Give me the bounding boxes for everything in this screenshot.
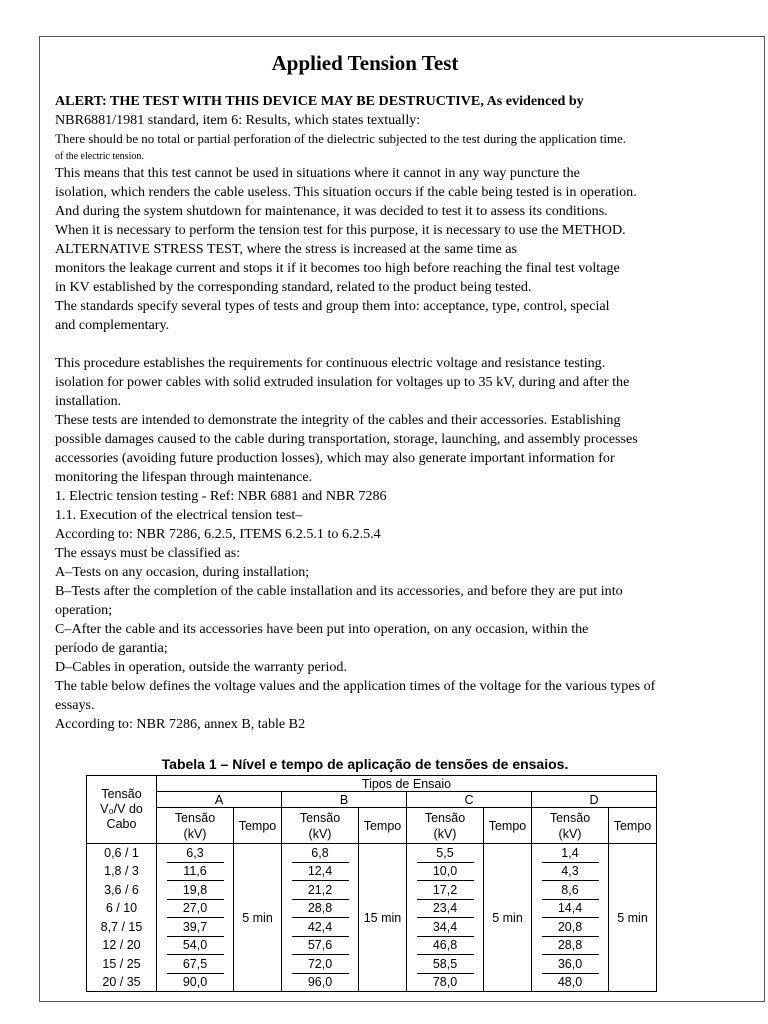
- cell-tension: 6,8: [292, 844, 349, 863]
- body-line: There should be no total or partial perforation of the dielectric subjected to the test during the application time.: [55, 132, 626, 146]
- body-line: and complementary.: [55, 317, 170, 333]
- cell-pad: [282, 899, 292, 918]
- cell-tension: 42,4: [292, 918, 349, 937]
- alert-bold-text: ALERT: THE TEST WITH THIS DEVICE MAY BE DESTRUCTIVE,: [55, 93, 484, 109]
- cell-tension: 28,8: [292, 899, 349, 918]
- col-header-tension: Tensão (kV): [157, 808, 234, 844]
- body-line: The table below defines the voltage values and the application times of the voltage for the various types of: [55, 678, 656, 694]
- cell-pad: [532, 918, 542, 937]
- col-header-group: Tipos de Ensaio: [157, 776, 657, 792]
- col-header-tension: Tensão (kV): [407, 808, 484, 844]
- col-header-type: B: [282, 792, 407, 808]
- cell-tension: 14,4: [542, 899, 599, 918]
- cell-tension: 46,8: [417, 936, 474, 955]
- cell-tension: 23,4: [417, 899, 474, 918]
- cell-pad: [407, 881, 417, 900]
- body-line: A–Tests on any occasion, during installation;: [55, 564, 310, 580]
- cell-pad: [599, 862, 609, 881]
- cell-pad: [407, 918, 417, 937]
- cell-tension: 12,4: [292, 862, 349, 881]
- cell-pad: [224, 936, 234, 955]
- body-line: isolation, which renders the cable useless. This situation occurs if the cable being tested is in operation.: [55, 184, 637, 200]
- cell-time: 15 min: [359, 844, 407, 992]
- body-line: B–Tests after the completion of the cable installation and its accessories, and before they are put into: [55, 583, 623, 599]
- cell-pad: [224, 881, 234, 900]
- cell-pad: [532, 973, 542, 992]
- cell-pad: [157, 918, 167, 937]
- cell-tension: 17,2: [417, 881, 474, 900]
- cell-pad: [599, 899, 609, 918]
- cell-tension: 90,0: [167, 973, 224, 992]
- col-header-cable: Tensão V₀/V do Cabo: [87, 776, 157, 844]
- cell-pad: [474, 936, 484, 955]
- cell-pad: [474, 899, 484, 918]
- cell-tension: 39,7: [167, 918, 224, 937]
- cell-pad: [599, 918, 609, 937]
- table-row: [87, 844, 657, 863]
- cell-tension: 36,0: [542, 955, 599, 974]
- body-line: possible damages caused to the cable during transportation, storage, launching, and assembly processes: [55, 431, 638, 447]
- body-line: When it is necessary to perform the tension test for this purpose, it is necessary to use the METHOD.: [55, 222, 626, 238]
- cell-cable: 20 / 35: [87, 973, 157, 992]
- col-header-time: Tempo: [484, 808, 532, 844]
- cell-tension: 8,6: [542, 881, 599, 900]
- cell-pad: [599, 955, 609, 974]
- cell-pad: [474, 955, 484, 974]
- cell-pad: [224, 844, 234, 863]
- cell-tension: 11,6: [167, 862, 224, 881]
- cell-tension: 20,8: [542, 918, 599, 937]
- cell-pad: [407, 973, 417, 992]
- cell-pad: [349, 936, 359, 955]
- body-line: This means that this test cannot be used in situations where it cannot in any way puncture the: [55, 165, 580, 181]
- cell-time: 5 min: [609, 844, 657, 992]
- body-line: accessories (avoiding future production losses), which may also generate important information for: [55, 450, 615, 466]
- cell-tension: 48,0: [542, 973, 599, 992]
- body-line: This procedure establishes the requirements for continuous electric voltage and resistance testing.: [55, 355, 606, 371]
- cell-pad: [532, 844, 542, 863]
- cell-pad: [599, 881, 609, 900]
- cell-pad: [532, 936, 542, 955]
- cell-pad: [474, 973, 484, 992]
- body-line: installation.: [55, 393, 122, 409]
- cell-time: 5 min: [484, 844, 532, 992]
- cell-cable: 15 / 25: [87, 955, 157, 974]
- cell-pad: [224, 862, 234, 881]
- cell-tension: 57,6: [292, 936, 349, 955]
- body-line: C–After the cable and its accessories have been put into operation, on any occasion, within the: [55, 621, 589, 637]
- cell-pad: [474, 862, 484, 881]
- cell-pad: [349, 899, 359, 918]
- cell-pad: [282, 844, 292, 863]
- alert-line: [55, 92, 755, 111]
- cell-pad: [157, 862, 167, 881]
- body-line: monitors the leakage current and stops it if it becomes too high before reaching the final test voltage: [55, 260, 620, 276]
- cell-tension: 96,0: [292, 973, 349, 992]
- col-header-type: D: [532, 792, 657, 808]
- document-page: [39, 36, 765, 1002]
- cell-tension: 54,0: [167, 936, 224, 955]
- cell-pad: [349, 844, 359, 863]
- col-header-time: Tempo: [234, 808, 282, 844]
- cell-pad: [224, 899, 234, 918]
- cell-pad: [599, 936, 609, 955]
- cell-cable: 0,6 / 1: [87, 844, 157, 863]
- cell-tension: 58,5: [417, 955, 474, 974]
- cell-pad: [474, 844, 484, 863]
- cell-pad: [407, 899, 417, 918]
- body-line: According to: NBR 7286, 6.2.5, ITEMS 6.2.5.1 to 6.2.5.4: [55, 526, 381, 542]
- body-line: 1. Electric tension testing - Ref: NBR 6881 and NBR 7286: [55, 488, 387, 504]
- cell-pad: [157, 844, 167, 863]
- cell-pad: [157, 899, 167, 918]
- cell-pad: [224, 918, 234, 937]
- cell-tension: 67,5: [167, 955, 224, 974]
- table-title: Tabela 1 – Nível e tempo de aplicação de tensões de ensaios.: [161, 756, 569, 772]
- body-line: And during the system shutdown for maintenance, it was decided to test it to assess its conditions.: [55, 203, 608, 219]
- cell-pad: [349, 881, 359, 900]
- body-line: essays.: [55, 697, 95, 713]
- body-text: [55, 92, 755, 734]
- page-title: Applied Tension Test: [271, 51, 459, 75]
- cell-pad: [407, 844, 417, 863]
- cell-tension: 10,0: [417, 862, 474, 881]
- cell-tension: 1,4: [542, 844, 599, 863]
- body-line: These tests are intended to demonstrate the integrity of the cables and their accessories. Establishing: [55, 412, 621, 428]
- body-line: According to: NBR 7286, annex B, table B2: [55, 716, 306, 732]
- cell-tension: 19,8: [167, 881, 224, 900]
- cell-pad: [532, 862, 542, 881]
- body-line: D–Cables in operation, outside the warranty period.: [55, 659, 347, 675]
- col-header-tension: Tensão (kV): [282, 808, 359, 844]
- cell-pad: [407, 955, 417, 974]
- cell-pad: [532, 955, 542, 974]
- col-header-tension: Tensão (kV): [532, 808, 609, 844]
- cell-tension: 4,3: [542, 862, 599, 881]
- body-line: isolation for power cables with solid extruded insulation for voltages up to 35 kV, during and after the: [55, 374, 630, 390]
- voltage-table: [86, 775, 657, 992]
- cell-tension: 78,0: [417, 973, 474, 992]
- cell-pad: [282, 862, 292, 881]
- body-line: ALTERNATIVE STRESS TEST, where the stress is increased at the same time as: [55, 241, 518, 257]
- cell-tension: 72,0: [292, 955, 349, 974]
- cell-pad: [282, 918, 292, 937]
- body-line: NBR6881/1981 standard, item 6: Results, which states textually:: [55, 112, 421, 128]
- cell-pad: [349, 862, 359, 881]
- cell-pad: [157, 881, 167, 900]
- cell-pad: [282, 973, 292, 992]
- cell-pad: [282, 881, 292, 900]
- cell-pad: [532, 899, 542, 918]
- cell-pad: [157, 936, 167, 955]
- cell-cable: 1,8 / 3: [87, 862, 157, 881]
- body-line: monitoring the lifespan through maintenance.: [55, 469, 313, 485]
- cell-cable: 8,7 / 15: [87, 918, 157, 937]
- cell-time: 5 min: [234, 844, 282, 992]
- cell-tension: 34,4: [417, 918, 474, 937]
- col-header-type: A: [157, 792, 282, 808]
- cell-pad: [349, 918, 359, 937]
- cell-pad: [474, 918, 484, 937]
- cell-pad: [407, 936, 417, 955]
- cell-pad: [532, 881, 542, 900]
- col-header-type: C: [407, 792, 532, 808]
- cell-cable: 6 / 10: [87, 899, 157, 918]
- cell-cable: 12 / 20: [87, 936, 157, 955]
- cell-pad: [282, 955, 292, 974]
- cell-pad: [157, 973, 167, 992]
- cell-pad: [407, 862, 417, 881]
- cell-pad: [474, 881, 484, 900]
- cell-tension: 5,5: [417, 844, 474, 863]
- cell-pad: [599, 973, 609, 992]
- alert-rest-text: As evidenced by: [483, 93, 584, 109]
- cell-tension: 21,2: [292, 881, 349, 900]
- cell-pad: [224, 973, 234, 992]
- col-header-time: Tempo: [359, 808, 407, 844]
- body-line: The essays must be classified as:: [55, 545, 241, 561]
- body-line: operation;: [55, 602, 113, 618]
- cell-pad: [224, 955, 234, 974]
- cell-pad: [349, 955, 359, 974]
- body-line: The standards specify several types of tests and group them into: acceptance, type, control, special: [55, 298, 610, 314]
- body-line: of the electric tension.: [55, 151, 144, 162]
- cell-tension: 27,0: [167, 899, 224, 918]
- cell-cable: 3,6 / 6: [87, 881, 157, 900]
- cell-pad: [157, 955, 167, 974]
- cell-pad: [599, 844, 609, 863]
- cell-pad: [282, 936, 292, 955]
- body-line: [55, 335, 755, 354]
- cell-pad: [349, 973, 359, 992]
- col-header-time: Tempo: [609, 808, 657, 844]
- body-line: in KV established by the corresponding standard, related to the product being tested.: [55, 279, 532, 295]
- cell-tension: 6,3: [167, 844, 224, 863]
- cell-tension: 28,8: [542, 936, 599, 955]
- body-line: 1.1. Execution of the electrical tension test–: [55, 507, 303, 523]
- body-line: período de garantia;: [55, 640, 168, 656]
